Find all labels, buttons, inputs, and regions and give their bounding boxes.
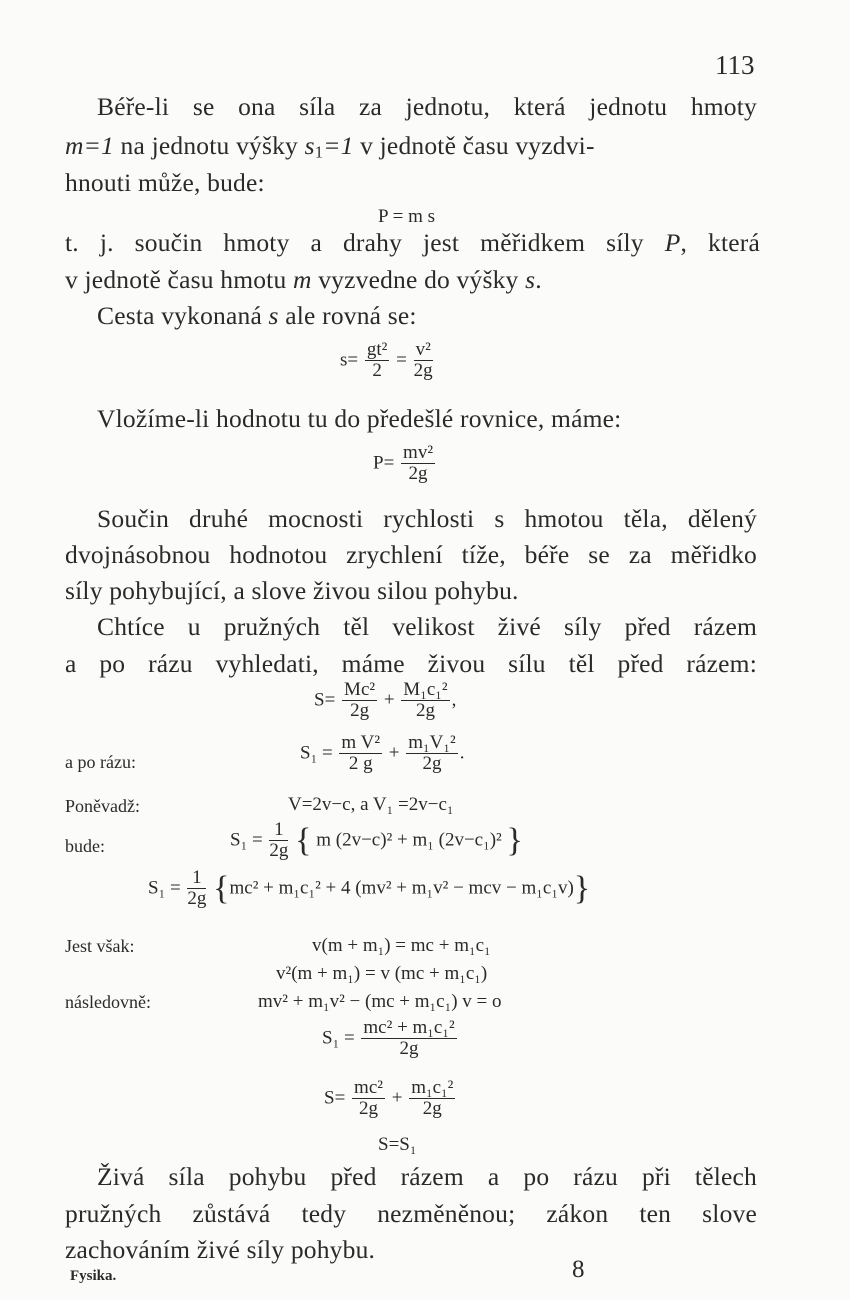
label-after-impact: a po rázu: [65,752,136,772]
text-line: Vložíme-li hodnotu tu do předešlé rovnice, máme: [97,404,622,433]
label-since: Poněvadž: [65,796,140,816]
label-will-be: bude: [65,836,105,856]
equation-equality: S=S₁ [378,1134,417,1155]
equation-s1-final: S₁ = $\frac{\text{mc² + m₁c₁²}}{2g}$ [322,1017,455,1059]
text-line: Béře-li se ona síla za jednotu, která jednotu hmoty [97,92,757,121]
equation-s-before: S= $\frac{\text{Mc²}}{2g}$ + $\frac{\text{M₁c₁²}}{2g}$ , [314,679,457,721]
text-line: v jednotě času hmotu m vyzvedne do výšky s. [65,265,542,294]
text-line: pružných zůstává tedy nezměněnou; zákon ten slove [65,1199,757,1228]
equation-s-final: S= $\frac{\text{mc²}}{2g}$ + $\frac{\text{m₁c₁²}}{2g}$ [324,1077,454,1119]
text-line: Součin druhé mocnosti rychlosti s hmotou těla, dělený [97,504,757,533]
label-however: Jest však: [65,936,135,956]
text-line: Chtíce u pružných těl velikost živé síly před rázem [97,612,757,641]
text-line: dvojnásobnou hodnotou zrychlení tíže, béře se za měřidko [65,540,757,569]
text-line: Cesta vykonaná s ale rovná se: [97,301,417,330]
footer-book-title: Fysika. [70,1268,117,1284]
footer-signature-mark: 8 [572,1256,585,1283]
equation-s: s= $\frac{\text{gt²}}{2}$ = $\frac{\text{v²}}{2g}$ [340,339,433,381]
equation-p-ms: P = m s [378,206,435,227]
var-s: s [304,131,315,160]
equation-v: V=2v−c, a V₁ =2v−c₁ [288,794,454,815]
equation-s1-expand-1: S₁ = $\frac{1}{2g}$ { m (2v−c)² + m₁ (2v−c₁)² } [230,819,523,861]
text-line: hnouti může, bude: [65,168,265,197]
text-line: síly pohybující, a slove živou silou pohybu. [65,576,519,605]
page-number: 113 [715,50,755,80]
text-line: a po rázu vyhledati, máme živou sílu těl před rázem: [65,649,757,678]
text-line: Živá síla pohybu před rázem a po rázu při tělech [97,1162,757,1191]
text-line: zachováním živé síly pohybu. [65,1235,376,1264]
equation-momentum-1: v(m + m₁) = mc + m₁c₁ [312,935,491,956]
equation-momentum-3: mv² + m₁v² − (mc + m₁c₁) v = o [258,991,502,1012]
text-line: m=1 na jednotu výšky $s_1=1$ v jednotě času vyzdvi- [65,131,595,162]
var-m: m [65,131,84,160]
equation-momentum-2: v²(m + m₁) = v (mc + m₁c₁) [276,963,488,984]
equation-p: P= $\frac{\text{mv²}}{2g}$ [373,442,434,484]
label-consequently: následovně: [65,992,151,1012]
text-line: t. j. součin hmoty a drahy jest měřidkem síly P, která [65,228,760,257]
equation-s-after: S₁ = $\frac{\text{m V²}}{2 g}$ + $\frac{\text{m₁V₁²}}{2g}$ . [300,732,465,774]
equation-s1-expand-2: S₁ = $\frac{1}{2g}$ {mc² + m₁c₁² + 4 (mv² + m₁v² − mcv − m₁c₁v)} [148,867,591,909]
